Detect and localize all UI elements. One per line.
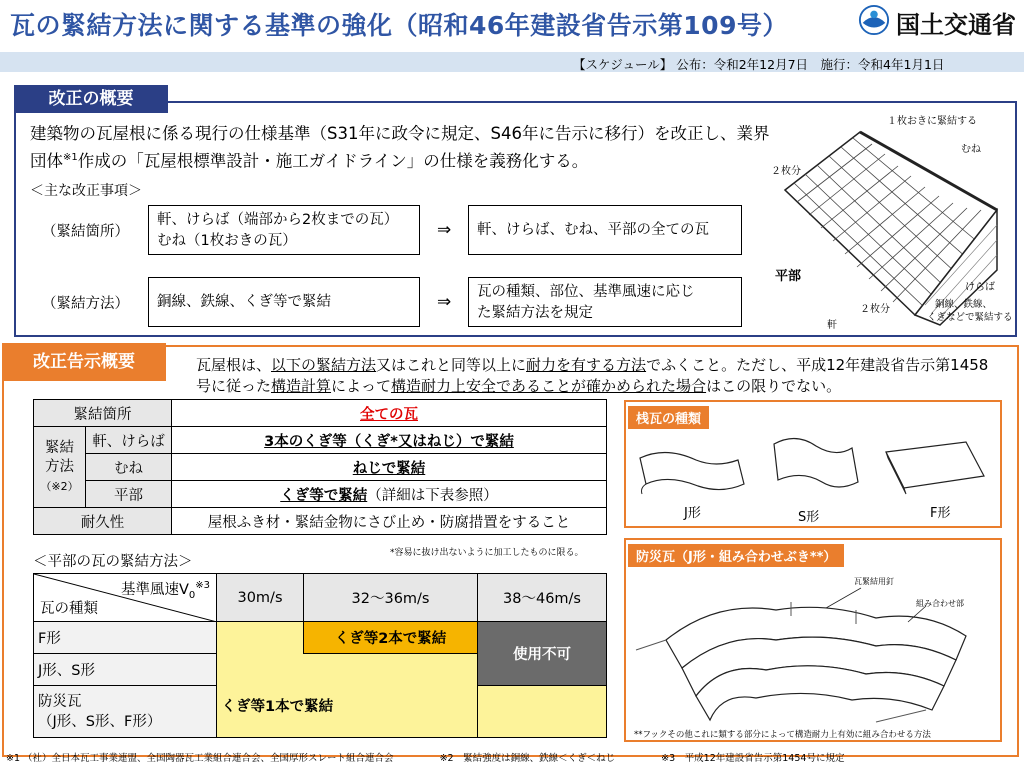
part-value [172, 454, 607, 481]
row-header: J形、S形 [34, 654, 217, 686]
arrow-icon: ⇒ [437, 292, 452, 312]
page-title: 瓦の緊結方法に関する基準の強化（昭和46年建設省告示第109号） [10, 11, 788, 40]
part-value [172, 481, 607, 508]
notice-underline: 構造計算 [271, 377, 332, 395]
notice-part: によって [331, 377, 392, 395]
table-row [34, 454, 607, 481]
table-row [34, 622, 607, 654]
part-value [172, 427, 607, 454]
cell-yellow [217, 622, 304, 738]
label-two-sheets-top: ２枚分 [771, 166, 801, 177]
panel-sankawara-tag: 桟瓦の種類 [628, 406, 709, 429]
col-header: 38〜46m/s [478, 574, 607, 622]
after-location [468, 205, 742, 255]
cell-two-nails: くぎ等2本で緊結 [304, 622, 478, 654]
col-header: 30m/s [217, 574, 304, 622]
before-method-line1: 銅線、鉄線、くぎ等で緊結 [157, 294, 331, 310]
fastening-table [33, 399, 607, 535]
method-label [34, 427, 86, 508]
notice-underline: 耐力を有する方法 [526, 356, 647, 374]
heibu-table [33, 573, 607, 738]
before-method [148, 277, 420, 327]
col-header: 32〜36m/s [304, 574, 478, 622]
footnote-2: ※2 緊結強度は銅線、鉄線＜くぎ＜ねじ [439, 753, 616, 764]
loc-label: 緊結箇所 [34, 400, 172, 427]
schedule-text: 【スケジュール】 公布：令和2年12月7日 施行：令和4年1月1日 [573, 57, 945, 72]
tile-label: S形 [798, 510, 820, 525]
table1-note: *容易に抜け出ないように加工したものに限る。 [390, 548, 584, 558]
footer-notes [6, 750, 844, 764]
part-label: 軒、けらば [86, 427, 172, 454]
panel-bousai [624, 538, 1002, 742]
after-method-line1: 瓦の種類、部位、基準風速に応じ [477, 284, 695, 300]
part-value-bold: くぎ等で緊結 [280, 487, 368, 504]
table-row [34, 427, 607, 454]
row-header-line: 防災瓦 [38, 693, 82, 710]
before-location [148, 205, 420, 255]
overview-tag: 改正の概要 [14, 85, 168, 113]
table-row [34, 574, 607, 622]
table-row [34, 508, 607, 535]
row-label-location: （緊結箇所） [42, 224, 129, 240]
cell-one-nail-wrap [221, 654, 478, 738]
label-fasteners: 銅線、鉄線、 [935, 299, 993, 310]
bousai-tile-svg [626, 540, 1000, 740]
row-label-method: （緊結方法） [42, 296, 129, 312]
overview-intro [30, 122, 770, 174]
label-two-sheets-bottom: ２枚分 [860, 304, 890, 315]
before-location-line2: むね（1枚おきの瓦） [157, 233, 297, 249]
before-location-line1: 軒、けらば（端部から2枚までの瓦） [157, 212, 399, 228]
panel-sankawara [624, 400, 1002, 528]
cell-yellow [478, 686, 607, 738]
corner-top-text: 基準風速V [120, 582, 189, 598]
bousai-note: **フックその他これに類する部分によって構造耐力上有効に組み合わせる方法 [634, 730, 931, 740]
panel-bousai-tag: 防災瓦（J形・組み合わせぶき**） [628, 544, 844, 567]
row-header-bousai [34, 686, 217, 738]
row-header: F形 [34, 622, 217, 654]
corner-bottom: 瓦の種類 [40, 601, 98, 617]
part-label: むね [86, 454, 172, 481]
label-hirabu: 平部 [775, 269, 802, 284]
after-method [468, 277, 742, 327]
bousai-label-joint: 組み合わせ部 [916, 599, 964, 608]
main-items-title: ＜主な改正事項＞ [30, 183, 142, 199]
part-value-text: 3本のくぎ等（くぎ*又はねじ）で緊結 [264, 433, 514, 450]
notice-tag: 改正告示概要 [2, 343, 166, 381]
table-row [34, 481, 607, 508]
part-value-rest: （詳細は下表参照） [367, 487, 498, 504]
notice-underline: 構造耐力上安全であることが確かめられた場合 [391, 377, 707, 395]
tile-label: F形 [930, 506, 951, 521]
part-value-text: ねじで緊結 [352, 460, 426, 477]
mlit-logo-icon [858, 4, 890, 36]
bousai-label-nail: 瓦緊結用釘 [854, 577, 894, 586]
loc-value [172, 400, 607, 427]
heibu-title: ＜平部の瓦の緊結方法＞ [33, 554, 193, 570]
corner-sup: ※3 [195, 580, 210, 592]
logo-text: 国土交通省 [896, 11, 1016, 39]
notice-text [196, 355, 996, 397]
durability-label: 耐久性 [34, 508, 172, 535]
cell-one-nail: くぎ等1本で緊結 [221, 699, 334, 715]
intro-footnote-ref: ※1 [63, 152, 78, 163]
loc-value-text: 全ての瓦 [360, 406, 418, 423]
method-label-note: （※2） [40, 479, 79, 493]
corner-top [121, 578, 210, 601]
cell-not-usable: 使用不可 [478, 622, 607, 686]
label-fasteners-2: くぎなどで緊結する [927, 312, 1013, 323]
notice-underline: 以下の緊結方法 [271, 356, 377, 374]
notice-part: はこの限りでない。 [706, 377, 842, 395]
intro-text-1: 建築物の瓦屋根に係る現行の仕様基準（S31年に政令に規定、S46年に告示に移行）を改正し、業界団体 [30, 124, 770, 171]
part-label: 平部 [86, 481, 172, 508]
method-label-text: 緊結方法 [45, 439, 74, 475]
notice-part: 瓦屋根は、 [196, 356, 272, 374]
table-row [34, 400, 607, 427]
after-location-line1: 軒、けらば、むね、平部の全ての瓦 [477, 222, 709, 238]
after-method-line2: た緊結方法を規定 [477, 305, 593, 321]
row-header-line: （J形、S形、F形） [38, 713, 162, 730]
tile-label: J形 [684, 506, 701, 521]
label-noki: 軒 [827, 320, 837, 331]
footnote-3: ※3 平成12年建設省告示第1454号に規定 [661, 753, 845, 764]
roof-diagram [765, 110, 1015, 332]
footnote-1: ※1 （社）全日本瓦工事業連盟、全国陶器瓦工業組合連合会、全国厚形スレート組合連合会 [6, 753, 394, 764]
arrow-icon: ⇒ [437, 220, 452, 240]
durability-value: 屋根ふき材・緊結金物にさび止め・防腐措置をすること [172, 508, 607, 535]
corner-sub: 0 [188, 589, 196, 601]
corner-cell [34, 574, 217, 622]
label-every-other: １枚おきに緊結する [887, 116, 977, 127]
label-keraba: けらば [965, 282, 995, 293]
intro-text-2: 作成の「瓦屋根標準設計・施工ガイドライン」の仕様を義務化する。 [77, 151, 589, 171]
notice-part: 又はこれと同等以上に [376, 356, 527, 374]
notice-part: でふくこと。ただし、平成12年建設省告示第1458号に従った [196, 356, 989, 395]
label-mune: むね [961, 144, 981, 155]
